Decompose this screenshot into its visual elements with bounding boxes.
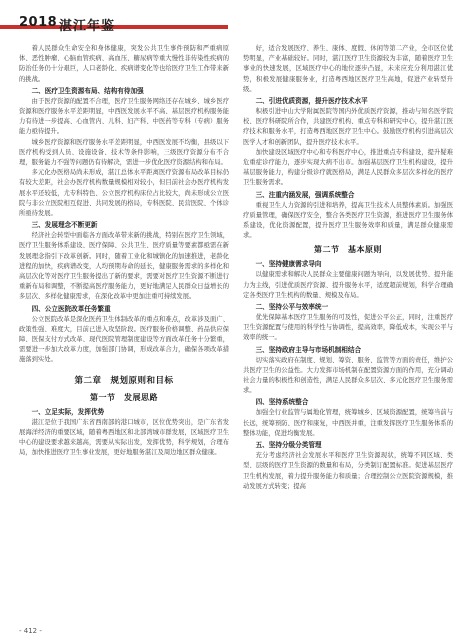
- paragraph: 多元化办医格局尚未形成，湛江总体水平距离医疗资源布局改革目标仍有较大差距，社会办医疗机构数量规模相对较小，但目前社会办医疗机构发展水平还较低，尤专科特色、公立医疗机构床位占比较大，尚未形成公立医院与非公立医院相互促进、共同发展的格局，专科医院、民营医院、个体诊所亟待发展。: [19, 169, 229, 218]
- paragraph: 重视卫生人力资源的引进和培养，提高卫生技术人员整体素质。加强医疗质量管理，确保医疗安全，整合各类医疗卫生资源，推进医疗卫生服务体系建设，优化资源配置，提升医疗卫生服务效率和质量，满足群众健康需求。: [243, 201, 453, 240]
- subheading: 三、坚持政府主导与市场机制相结合: [255, 345, 362, 354]
- subheading: 一、立足实际，发挥优势: [31, 407, 105, 416]
- section-heading: 第二节 基本原则: [314, 245, 382, 255]
- body-columns: [19, 44, 451, 624]
- paragraph: 由于医疗资源的配置不合理，医疗卫生服务网络还存在城乡、城乡医疗资源和医疗服务水平差距明显，中西医发展水平不高、基层医疗机构服务能力有待进一步提高、心血管内、儿科、妇产科、中医药等专科（专病）服务能力亟待提升。: [19, 97, 229, 136]
- paragraph: 加强全行业监管与属地化管理，统筹城乡、区域资源配置，统筹当前与长远，统筹预防、医疗和康复，中西医并重，注重发挥医疗卫生服务体系的整体功能，促进均衡发展。: [243, 409, 453, 437]
- paragraph: 优先保障基本医疗卫生服务的可及性，促进公平公正，同时，注重医疗卫生资源配置与使用的科学性与协调性，提高效率，降低成本，实现公平与效率的统一。: [243, 314, 453, 342]
- subheading: 四、公立医院改革任务繁重: [31, 304, 111, 313]
- section-heading: 第一节 发展思路: [90, 392, 158, 402]
- paragraph: 积极引进中山大学附属医院等国内外优质医疗资源，推动与知名医学院校、医疗科研院所合作，共建医疗机构、重点专科和研究中心，提升湛江医疗技术和服务水平，打造粤西地区医疗卫生中心。鼓励医疗机构引进高层次医学人才和创新团队，提升医疗技术水平。: [243, 108, 453, 146]
- page-header: [0, 0, 468, 40]
- subheading: 三、发展理念不断更新: [31, 221, 98, 230]
- subheading: 二、医疗卫生资源布局、结构有待加强: [31, 86, 144, 95]
- subheading: 二、引进优质资源，提升医疗技术水平: [255, 97, 368, 106]
- paragraph: 湛江是位于我国广东省西南部的港口城市，区位优势突出，是广东省发展海洋经济的重要区域，随着粤西地区和北部湾城市群发展，区域医疗卫生中心的建设要求越来越高，需要从实际出发，发挥优势，科学规划，合理布局，加快推进医疗卫生事业发展，更好地服务湛江及周边地区群众健康。: [19, 418, 229, 457]
- subheading: 二、坚持公平与效率统一: [255, 303, 329, 312]
- paragraph: 切实落实政府在制度、规划、筹资、服务、监管等方面的责任，维护公共医疗卫生的公益性。大力发挥市场机制在配置资源方面的作用，充分调动社会力量的积极性和创造性，满足人民群众多层次、多元化医疗卫生服务需求。: [243, 356, 453, 395]
- paragraph: 着人民群众生命安全和身体健康，突发公共卫生事件预防和严重病原体、恶性肿瘤、心脑血管疾病、高血压、糖尿病等重大慢性非传染性疾病的防治任务仍十分艰巨，人口老龄化、疾病谱变化等也给医疗卫生工作带来新的挑战。: [19, 45, 229, 83]
- paragraph: 加快建设区域医疗中心和专科医疗中心，推进重点专科建设，提升疑难危重症诊疗能力，逐步实现大病不出市。加强基层医疗卫生机构建设，提升基层服务能力，构建分级诊疗就医格局，满足人民群众多层次多样化的医疗卫生服务需求。: [243, 148, 453, 187]
- paragraph: 以健康需求和解决人民群众主要健康问题为导向，以发展优势、提升能力为主线，引进优质医疗资源、提升服务水平，适度超前规划，科学合理确定各类医疗卫生机构的数量、规模及布局。: [243, 271, 453, 299]
- header-year: 2018: [19, 15, 58, 30]
- paragraph: 公立医院改革是深化医药卫生体制改革的重点和难点，改革涉及面广、政策性强、难度大，目前已进入攻坚阶段。医疗服务价格调整、药品供应保障、医保支付方式改革、现代医院管理制度建设等方面改革任务十分繁重，需要进一步加大改革力度，加强部门协调，形成改革合力，确保各项改革措施落到实处。: [19, 315, 229, 364]
- subheading: 三、注重内涵发展，强调系统整合: [255, 190, 355, 199]
- right-column: [243, 44, 453, 624]
- page-number: - 412 -: [19, 627, 42, 635]
- subheading: 四、坚持系统整合: [255, 398, 309, 407]
- paragraph: 充分考虑经济社会发展水平和医疗卫生资源现状，统筹不同区域、类型、层级的医疗卫生资源的数量和布局，分类制订配置标准。促进基层医疗卫生机构发展，着力提升服务能力和质量；合理控制公立医院资源规模，推动发展方式转变；提高: [243, 452, 453, 490]
- subheading: 五、坚持分级分类管理: [255, 441, 322, 450]
- paragraph: 好，适合发展医疗、养生、康体、度假、休闲等第二产业，全市区位优势明显，产业基础较好。同时，湛江医疗卫生资源较为丰富，随着医疗卫生事业的快速发展，区域医疗中心的地位逐步凸显，未来应充分利用湛江优势，积极发展健康服务业，打造粤西地区医疗卫生高地，促进产业转型升级。: [243, 45, 453, 93]
- header-title: 湛江年鉴: [59, 19, 116, 34]
- paragraph: 经济社会转型中面临各方面改革带来新的挑战，特别在医疗卫生领域，医疗卫生服务体系建设、医疗保障、公共卫生、医疗质量等要素都亟需在新发展理念指引下改革创新。同时，随着工业化和城镇化的加速推进，老龄化进程的加快，疾病谱改变，人均预期寿命的延长，健康服务需求的多样化和高层次化等对医疗卫生服务提出了新的要求，需要对医疗卫生资源不断进行重新布局和调整，不断提高医疗服务能力，更好地满足人民群众日益增长的多层次、多样化健康需求，在深化改革中更加注重可持续发展。: [19, 232, 229, 301]
- subheading: 一、坚持健康需求导向: [255, 260, 322, 269]
- paragraph: 城乡医疗资源和医疗服务水平差距明显，中西医发展不均衡，县级以下医疗机构受到人员、设施设备、技术等条件影响，三级医疗资源分布不合理，服务能力不强等问题仍有待解决，需进一步优化医疗资源结构和布局。: [19, 138, 229, 167]
- left-column: [19, 44, 229, 624]
- chapter-heading: 第二章 规划原则和目标: [74, 375, 174, 386]
